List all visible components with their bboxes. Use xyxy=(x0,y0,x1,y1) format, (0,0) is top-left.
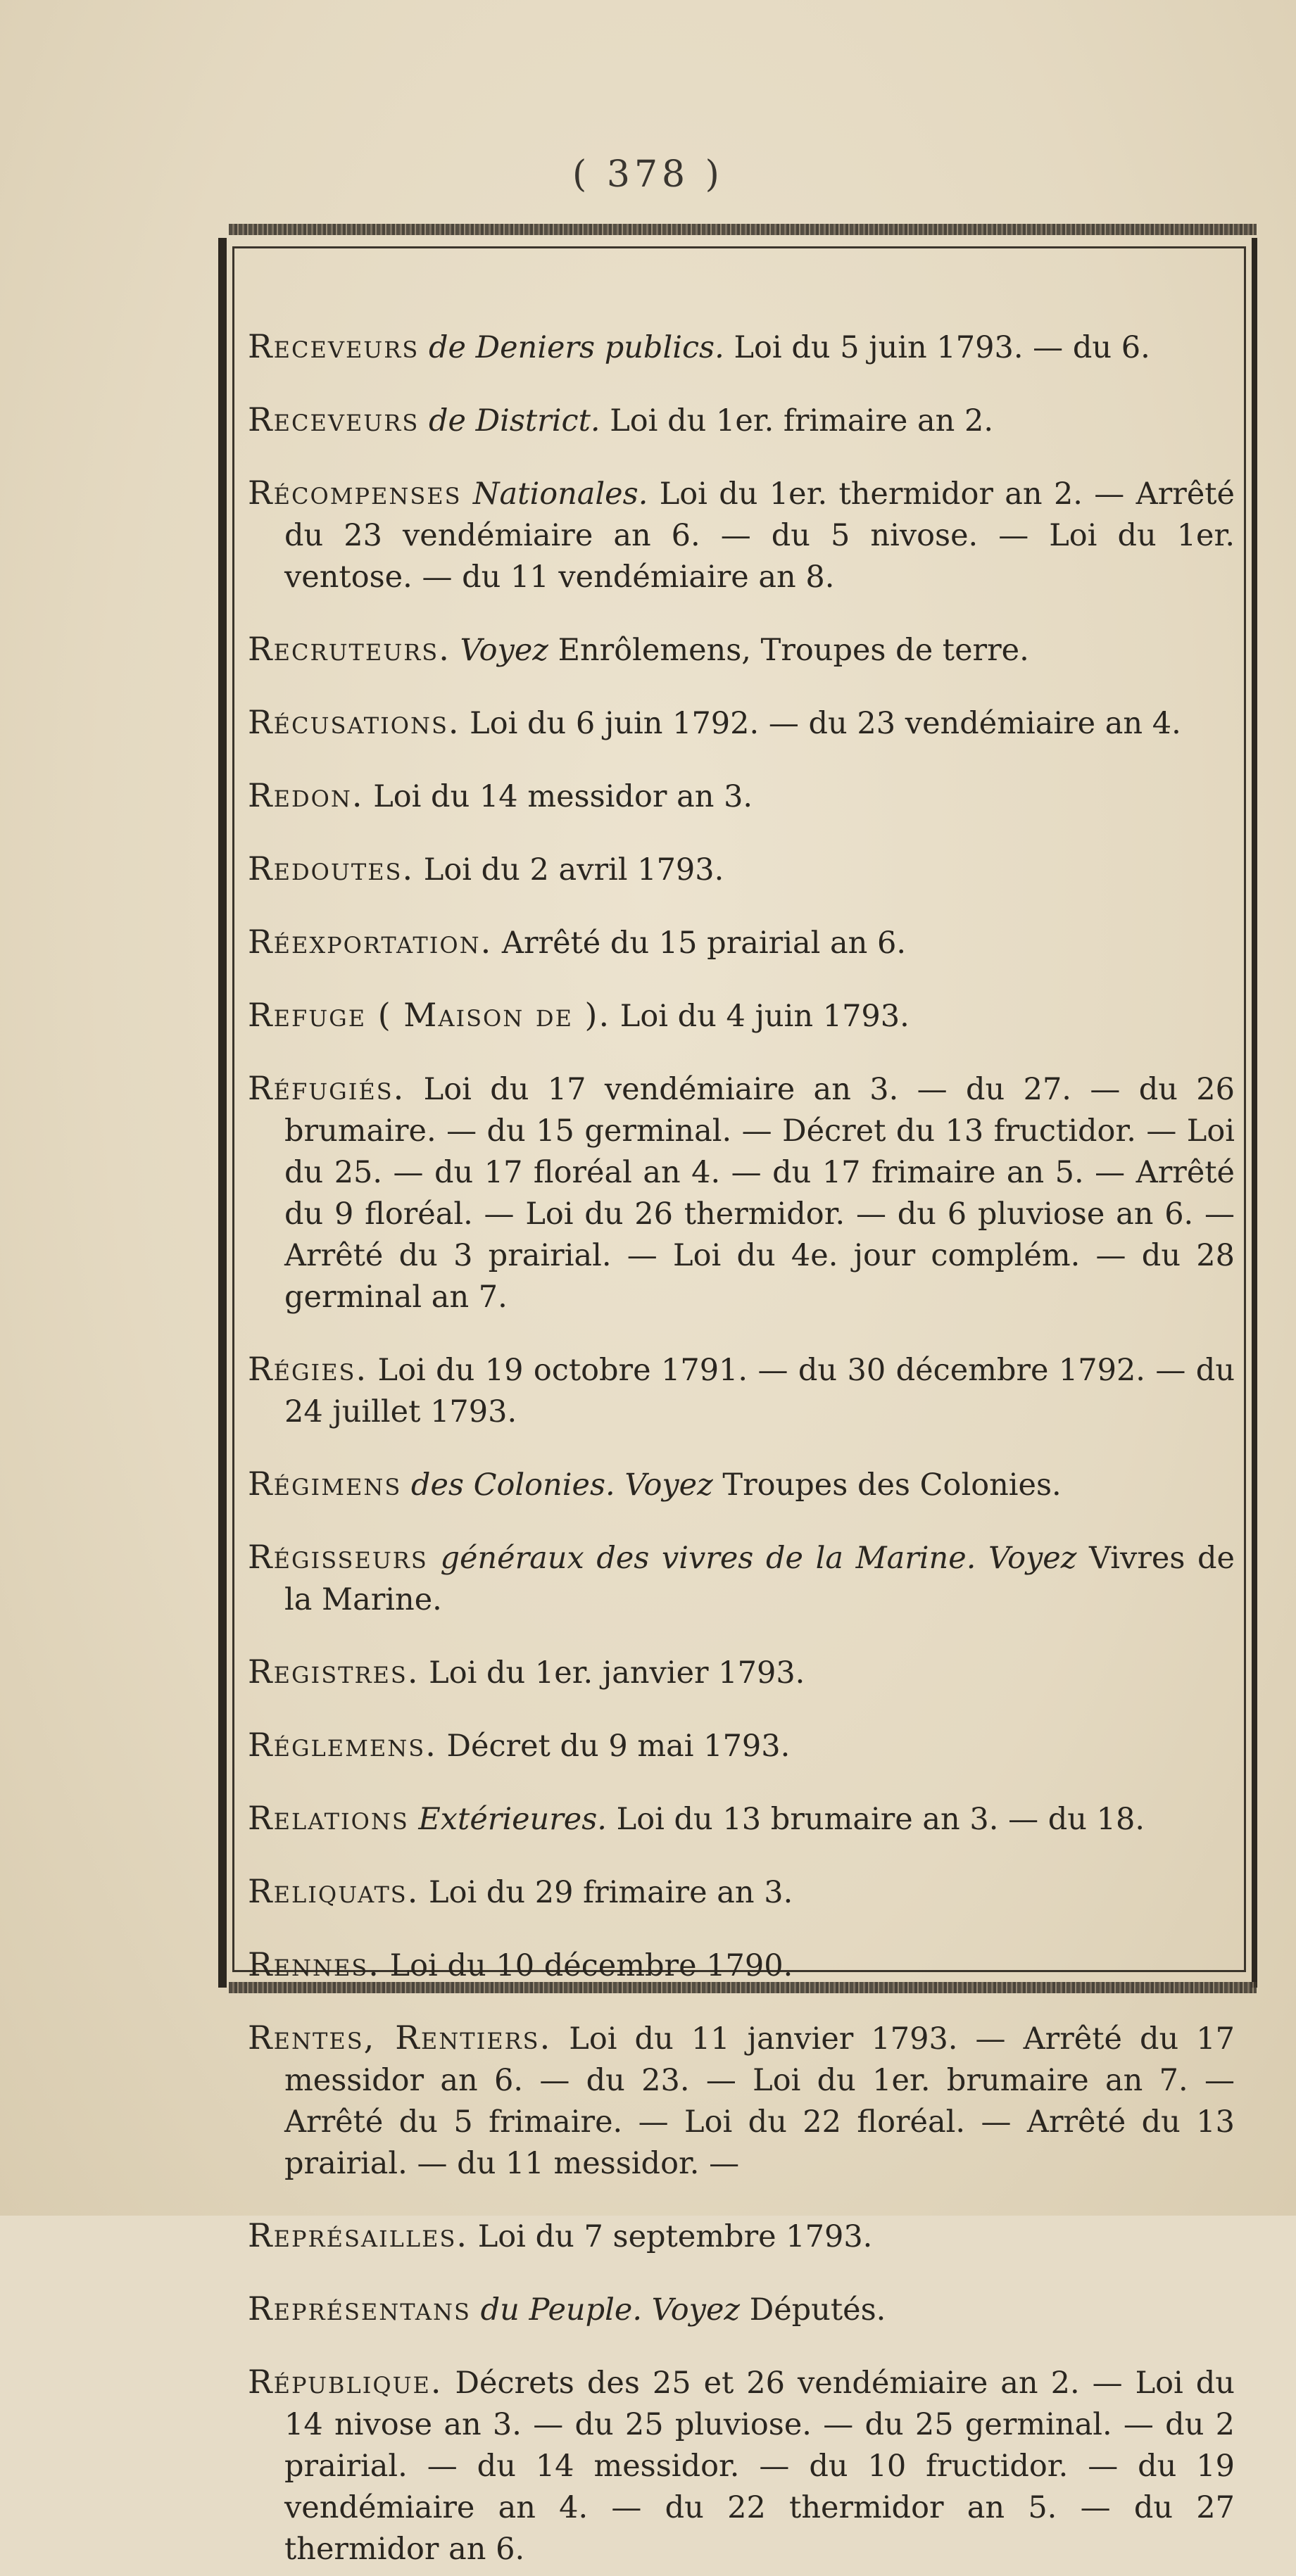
entry-references: Loi du 29 frimaire an 3. xyxy=(429,1875,793,1910)
index-entry xyxy=(248,399,1235,442)
index-entry xyxy=(248,2288,1235,2331)
index-entry xyxy=(248,921,1235,964)
entry-qualifier: de District. xyxy=(428,403,600,438)
entry-references: Loi du 1er. frimaire an 2. xyxy=(610,403,994,438)
index-entry xyxy=(248,1349,1235,1433)
entry-headword: Receveurs xyxy=(248,400,420,438)
index-entry xyxy=(248,1463,1235,1506)
entry-headword: Régisseurs xyxy=(248,1538,428,1576)
index-entry xyxy=(248,2017,1235,2185)
entry-headword: Rennes. xyxy=(248,1945,380,1983)
entry-headword: Récompenses xyxy=(248,474,462,512)
entry-headword: Redoutes. xyxy=(248,850,415,888)
entry-references: Décret du 9 mai 1793. xyxy=(446,1729,791,1764)
entry-headword: Régies. xyxy=(248,1350,368,1388)
entry-headword: Reliquats. xyxy=(248,1872,420,1910)
index-entries xyxy=(248,296,1235,2576)
entry-qualifier: des Colonies. Voyez xyxy=(410,1467,713,1503)
page-number: ( 378 ) xyxy=(572,153,724,196)
entry-references: Loi du 7 septembre 1793. xyxy=(477,2219,873,2254)
entry-headword: Réfugiés. xyxy=(248,1069,405,1107)
index-entry xyxy=(248,326,1235,369)
entry-references: Loi du 17 vendémiaire an 3. — du 27. — du 26 brumaire. — du 15 germinal. — Décret du 13 fructidor. — Loi du 25. — du 17 floréal an 4. — du 17 frimaire an 5. — Arrêté du 9 floréal. — Loi du 26 thermidor. — du 6 pluviose an 6. — Arrêté du 3 prairial. — Loi du 4e. jour complém. — du 28 germinal an 7. xyxy=(284,1072,1235,1315)
entry-headword: Refuge ( Maison de ). xyxy=(248,996,611,1034)
entry-qualifier: généraux des vivres de la Marine. Voyez xyxy=(440,1541,1077,1576)
entry-headword: Récusations. xyxy=(248,703,460,741)
entry-references: Loi du 14 messidor an 3. xyxy=(373,779,753,814)
index-entry xyxy=(248,1871,1235,1914)
entry-references: Loi du 1er. janvier 1793. xyxy=(429,1655,805,1691)
index-entry xyxy=(248,995,1235,1037)
entry-headword: Recruteurs. xyxy=(248,630,451,668)
entry-headword: Représailles. xyxy=(248,2216,469,2254)
index-entry xyxy=(248,1944,1235,1987)
entry-headword: Redon. xyxy=(248,776,364,814)
index-entry xyxy=(248,1536,1235,1621)
entry-references: Vivres de la Marine. xyxy=(284,1541,1235,1617)
entry-headword: Relations xyxy=(248,1799,409,1837)
entry-references: Enrôlemens, Troupes de terre. xyxy=(558,633,1029,668)
entry-headword: Réglemens. xyxy=(248,1726,437,1764)
entry-qualifier: de Deniers publics. xyxy=(428,330,724,365)
entry-headword: Receveurs xyxy=(248,327,420,365)
entry-references: Loi du 10 décembre 1790. xyxy=(389,1948,793,1983)
index-entry xyxy=(248,1724,1235,1767)
entry-qualifier: Nationales. xyxy=(472,476,648,512)
entry-references: Loi du 1er. thermidor an 2. — Arrêté du 23 vendémiaire an 6. — du 5 nivose. — Loi du 1er. ventose. — du 11 vendémiaire an 8. xyxy=(284,476,1235,595)
index-entry xyxy=(248,472,1235,598)
index-entry xyxy=(248,1798,1235,1841)
entry-headword: Régimens xyxy=(248,1465,402,1503)
index-entry xyxy=(248,629,1235,671)
entry-references: Loi du 11 janvier 1793. — Arrêté du 17 messidor an 6. — du 23. — Loi du 1er. brumaire an 7. — Arrêté du 5 frimaire. — Loi du 22 floréal. — Arrêté du 13 prairial. — du 11 messidor. — xyxy=(284,2021,1235,2181)
index-entry xyxy=(248,702,1235,745)
entry-references: Loi du 4 juin 1793. xyxy=(619,999,910,1034)
entry-references: Loi du 5 juin 1793. — du 6. xyxy=(734,330,1150,365)
entry-headword: Réexportation. xyxy=(248,923,493,961)
entry-headword: Rentes, Rentiers. xyxy=(248,2019,552,2057)
entry-references: Loi du 6 juin 1792. — du 23 vendémiaire an 4. xyxy=(470,706,1181,741)
entry-references: Troupes des Colonies. xyxy=(722,1467,1062,1503)
entry-references: Loi du 19 octobre 1791. — du 30 décembre 1792. — du 24 juillet 1793. xyxy=(284,1353,1235,1429)
entry-references: Arrêté du 15 prairial an 6. xyxy=(501,926,907,961)
entry-qualifier: Extérieures. xyxy=(418,1802,607,1837)
entry-qualifier: du Peuple. Voyez xyxy=(480,2292,741,2328)
entry-qualifier: Voyez xyxy=(460,633,548,668)
entry-references: Députés. xyxy=(749,2292,886,2328)
entry-references: Loi du 2 avril 1793. xyxy=(423,852,724,888)
index-entry xyxy=(248,1068,1235,1318)
index-entry xyxy=(248,2215,1235,2258)
entry-references: Loi du 13 brumaire an 3. — du 18. xyxy=(616,1802,1145,1837)
index-entry xyxy=(248,1651,1235,1694)
entry-headword: République. xyxy=(248,2363,443,2401)
index-entry xyxy=(248,2361,1235,2570)
index-entry xyxy=(248,775,1235,818)
entry-references: Décrets des 25 et 26 vendémiaire an 2. — Loi du 14 nivose an 3. — du 25 pluviose. — du 25 germinal. — du 2 prairial. — du 14 messidor. — du 10 fructidor. — du 19 vendémiaire an 4. — du 22 thermidor an 5. — du 27 thermidor an 6. xyxy=(284,2366,1235,2567)
entry-headword: Registres. xyxy=(248,1653,420,1691)
ornamental-border-top xyxy=(229,224,1257,235)
entry-headword: Représentans xyxy=(248,2290,471,2328)
index-entry xyxy=(248,848,1235,891)
